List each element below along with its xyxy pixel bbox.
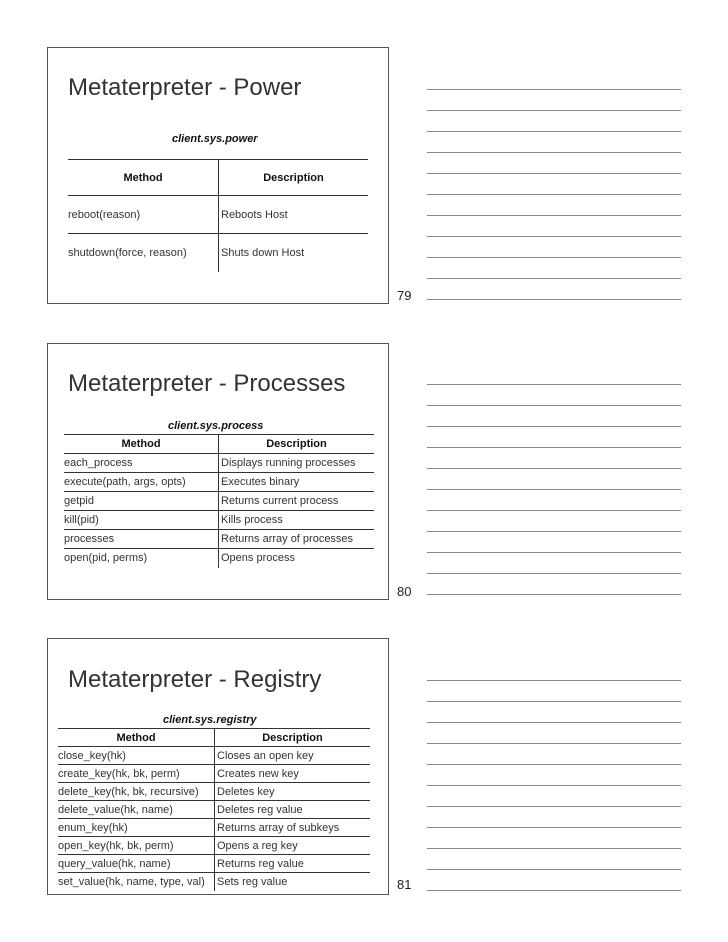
slide-number: 79 (397, 288, 412, 303)
description-cell: Deletes key (215, 783, 371, 801)
method-cell: each_process (64, 457, 133, 469)
methods-table (58, 728, 370, 891)
column-header-description: Description (219, 160, 369, 196)
table-row (58, 873, 370, 891)
note-line (427, 405, 681, 406)
note-line (427, 278, 681, 279)
note-line (427, 869, 681, 870)
table-row (64, 454, 374, 473)
note-line (427, 531, 681, 532)
column-header-description: Description (219, 435, 375, 454)
note-line (427, 131, 681, 132)
slide-title: Metaterpreter - Power (68, 74, 302, 101)
note-line (427, 848, 681, 849)
description-cell: Shuts down Host (219, 234, 369, 272)
slide-registry (47, 638, 389, 895)
table-header-row (58, 729, 370, 747)
description-cell: Closes an open key (215, 747, 371, 765)
table-header-row (64, 435, 374, 454)
table-caption: client.sys.registry (163, 714, 257, 726)
column-header-method: Method (121, 438, 161, 450)
table-row (58, 801, 370, 819)
method-cell: create_key(hk, bk, perm) (58, 767, 180, 780)
note-line (427, 257, 681, 258)
note-line (427, 764, 681, 765)
table-header-row (68, 160, 368, 196)
note-line (427, 510, 681, 511)
note-line (427, 384, 681, 385)
description-cell: Returns array of subkeys (215, 819, 371, 837)
note-line (427, 194, 681, 195)
description-cell: Returns current process (219, 492, 375, 511)
note-line (427, 806, 681, 807)
note-line (427, 827, 681, 828)
table-row (58, 783, 370, 801)
table-row (58, 819, 370, 837)
table-row (64, 492, 374, 511)
description-cell: Sets reg value (215, 873, 371, 891)
methods-table (68, 159, 368, 272)
column-header-method: Method (116, 731, 156, 744)
method-cell: shutdown(force, reason) (68, 246, 187, 259)
slide-power (47, 47, 389, 304)
table-row (64, 511, 374, 530)
note-line (427, 173, 681, 174)
note-line (427, 552, 681, 553)
method-cell: reboot(reason) (68, 208, 141, 221)
note-line (427, 468, 681, 469)
method-cell: execute(path, args, opts) (64, 476, 186, 488)
table-row (58, 747, 370, 765)
description-cell: Opens a reg key (215, 837, 371, 855)
note-line (427, 426, 681, 427)
method-cell: delete_value(hk, name) (58, 803, 173, 816)
method-cell: kill(pid) (64, 514, 99, 526)
method-cell: set_value(hk, name, type, val) (58, 875, 205, 888)
slide-number: 81 (397, 877, 412, 892)
method-cell: open_key(hk, bk, perm) (58, 839, 174, 852)
note-line (427, 701, 681, 702)
note-line (427, 680, 681, 681)
note-line (427, 722, 681, 723)
note-line (427, 447, 681, 448)
table-row (68, 196, 368, 234)
description-cell: Opens process (219, 549, 375, 568)
note-line (427, 785, 681, 786)
note-line (427, 215, 681, 216)
table-row (64, 530, 374, 549)
method-cell: close_key(hk) (58, 749, 126, 762)
description-cell: Reboots Host (219, 196, 369, 234)
description-cell: Returns reg value (215, 855, 371, 873)
note-line (427, 299, 681, 300)
table-row (68, 234, 368, 272)
column-header-description: Description (215, 729, 371, 747)
table-row (58, 855, 370, 873)
slide-title: Metaterpreter - Registry (68, 666, 322, 693)
table-caption: client.sys.power (172, 133, 258, 145)
note-line (427, 152, 681, 153)
description-cell: Returns array of processes (219, 530, 375, 549)
table-row (58, 765, 370, 783)
description-cell: Deletes reg value (215, 801, 371, 819)
note-line (427, 110, 681, 111)
note-line (427, 594, 681, 595)
description-cell: Displays running processes (219, 454, 375, 473)
table-row (58, 837, 370, 855)
slide-processes (47, 343, 389, 600)
methods-table (64, 434, 374, 568)
description-cell: Creates new key (215, 765, 371, 783)
table-row (64, 473, 374, 492)
description-cell: Executes binary (219, 473, 375, 492)
method-cell: processes (64, 533, 115, 545)
note-line (427, 236, 681, 237)
method-cell: query_value(hk, name) (58, 857, 171, 870)
note-line (427, 89, 681, 90)
table-row (64, 549, 374, 568)
method-cell: enum_key(hk) (58, 821, 128, 834)
note-line (427, 890, 681, 891)
method-cell: delete_key(hk, bk, recursive) (58, 785, 199, 798)
method-cell: getpid (64, 495, 94, 507)
note-line (427, 489, 681, 490)
note-line (427, 573, 681, 574)
table-caption: client.sys.process (168, 420, 264, 432)
slide-number: 80 (397, 584, 412, 599)
column-header-method: Method (123, 171, 163, 184)
slide-title: Metaterpreter - Processes (68, 370, 346, 397)
method-cell: open(pid, perms) (64, 552, 148, 565)
description-cell: Kills process (219, 511, 375, 530)
note-line (427, 743, 681, 744)
